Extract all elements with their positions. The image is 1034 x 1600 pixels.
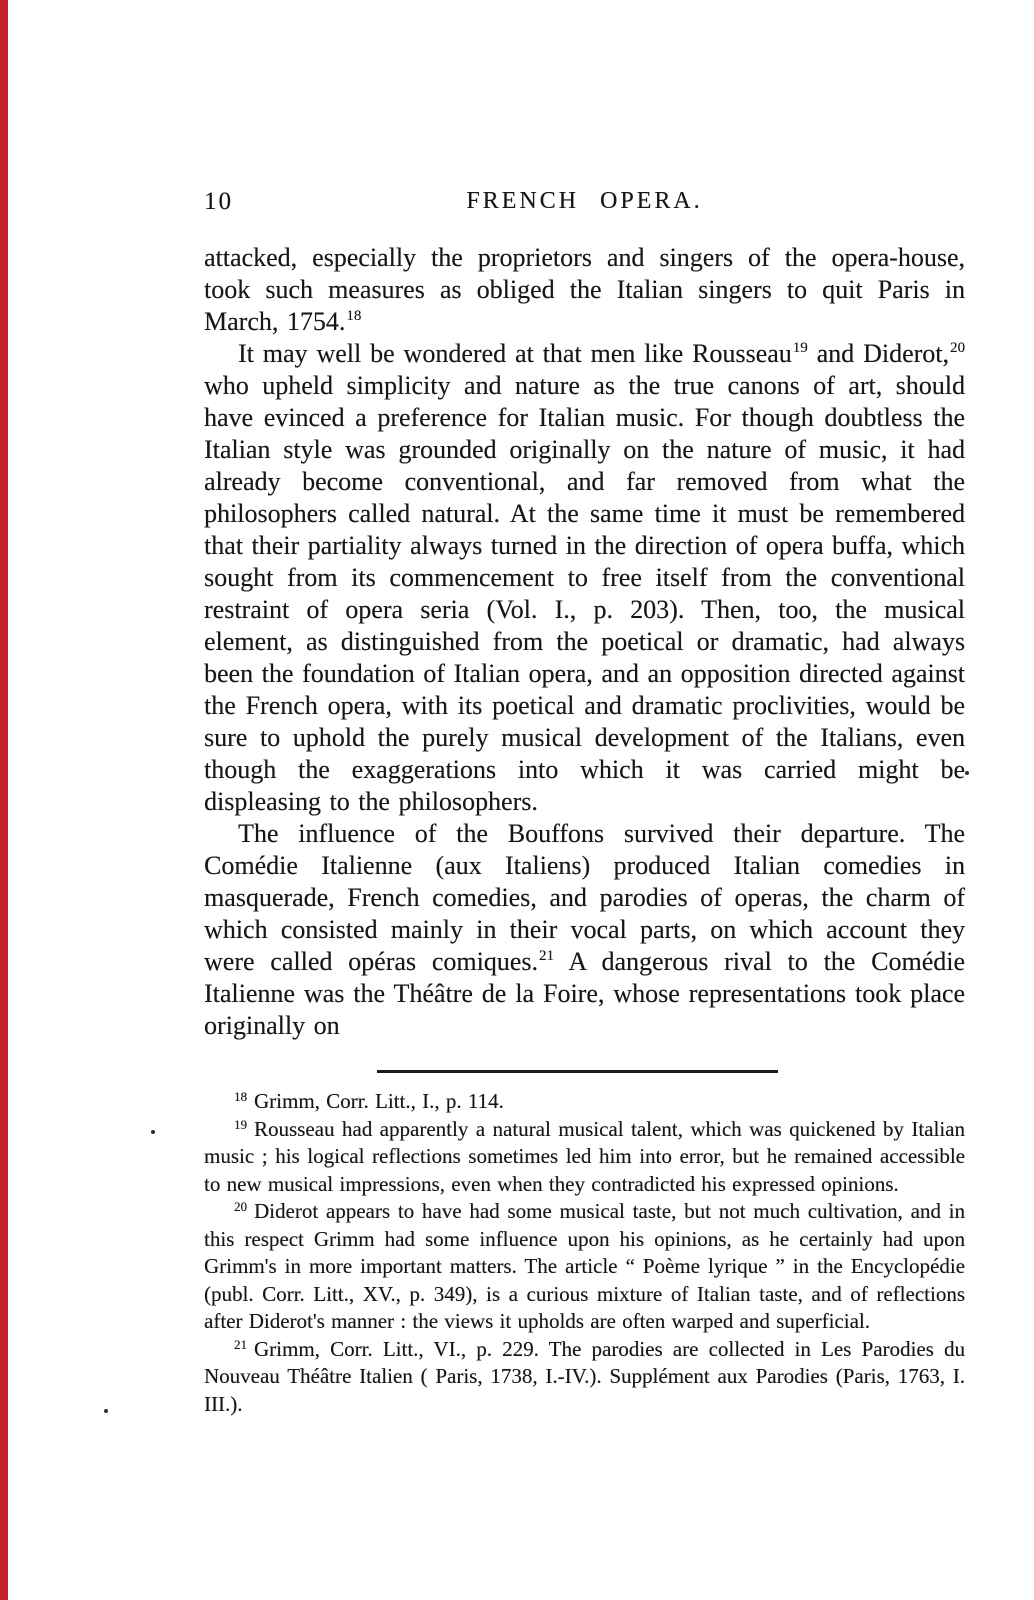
paragraph: It may well be wondered at that men like Rousseau$^{19}$ and Diderot,$^{20}$ who upheld simplicity and nature as the true canons of art, should have evinced a preference for Italian music. For though doubtless the Italian style was grounded originally on the nature of music, it had already become conventional, and far removed from what the philosophers called natural. At the same time it must be remembered that their partiality always turned in the direction of opera buffa, which sought from its commencement to free itself from the conventional restraint of opera seria (Vol. I., p. 203). Then, too, the musical element, as distinguished from the poetical or dramatic, had always been the foundation of Italian opera, and an opposition directed against the French opera, with its poetical and dramatic proclivities, would be sure to uphold the purely musical development of the Italians, even though the exaggerations into which it was carried might be displeasing to the philosophers. (204, 339, 965, 816)
body-text (204, 242, 965, 1042)
footnote-item: $^{18}$ Grimm, Corr. Litt., I., p. 114. (234, 1089, 504, 1113)
running-header-title: FRENCH OPERA. (466, 188, 703, 214)
text-column (204, 0, 965, 1418)
paragraph: attacked, especially the proprietors and singers of the opera-house, took such measures as obliged the Italian singers to quit Paris in March, 1754.18 (204, 243, 965, 336)
binding-edge-stripe (0, 0, 8, 1600)
running-header (204, 188, 965, 220)
footnote-marker: 19 (234, 1116, 247, 1132)
footnote-item: $^{21}$ Grimm, Corr. Litt., VI., p. 229. The parodies are collected in Les Parodies du Nouveau Théâtre Italien ( Paris, 1738, I.-IV.). Supplément aux Parodies (Paris, 1763, I. III.). (204, 1336, 965, 1416)
footnote-marker: 18 (234, 1089, 247, 1104)
page-number: 10 (204, 188, 233, 215)
footnote-ref: 18 (346, 308, 362, 324)
footnote-marker: 20 (234, 1199, 247, 1214)
scan-artifact-dot (965, 771, 969, 775)
footnote-ref: 19 (792, 340, 808, 356)
footnote-ref: 21 (538, 948, 554, 964)
footnote-item: $^{19}$ Rousseau had apparently a natural musical talent, which was quickened by Italian music ; his logical reflections sometimes led him into error, but he remained accessible to new musical impressions, even when they contradicted his expressed opinions. (204, 1116, 965, 1196)
footnote-separator (377, 1070, 778, 1073)
footnote-item: $^{20}$ Diderot appears to have had some musical taste, but not much cultivation, and in this respect Grimm had some influence upon his opinions, as he certainly had upon Grimm's in more important matters. The article “ Poème lyrique ” in the Encyclopédie (publ. Corr. Litt., XV., p. 349), is a curious mixture of Italian taste, and of reflections after Diderot's manner : the views it upholds are often warped and superficial. (204, 1199, 965, 1333)
scan-artifact-dot (151, 1130, 155, 1134)
footnotes-block (204, 1088, 965, 1418)
footnote-ref: 20 (950, 340, 965, 356)
paragraph: The influence of the Bouffons survived their departure. The Comédie Italienne (aux Italiens) produced Italian comedies in masquerade, French comedies, and parodies of operas, the charm of which consisted mainly in their vocal parts, on which account they were called opéras comiques.$^{21}$ A dangerous rival to the Comédie Italienne was the Théâtre de la Foire, whose representations took place originally on (204, 819, 965, 1040)
scan-artifact-dot (104, 1409, 108, 1413)
footnote-marker: 21 (234, 1336, 247, 1352)
